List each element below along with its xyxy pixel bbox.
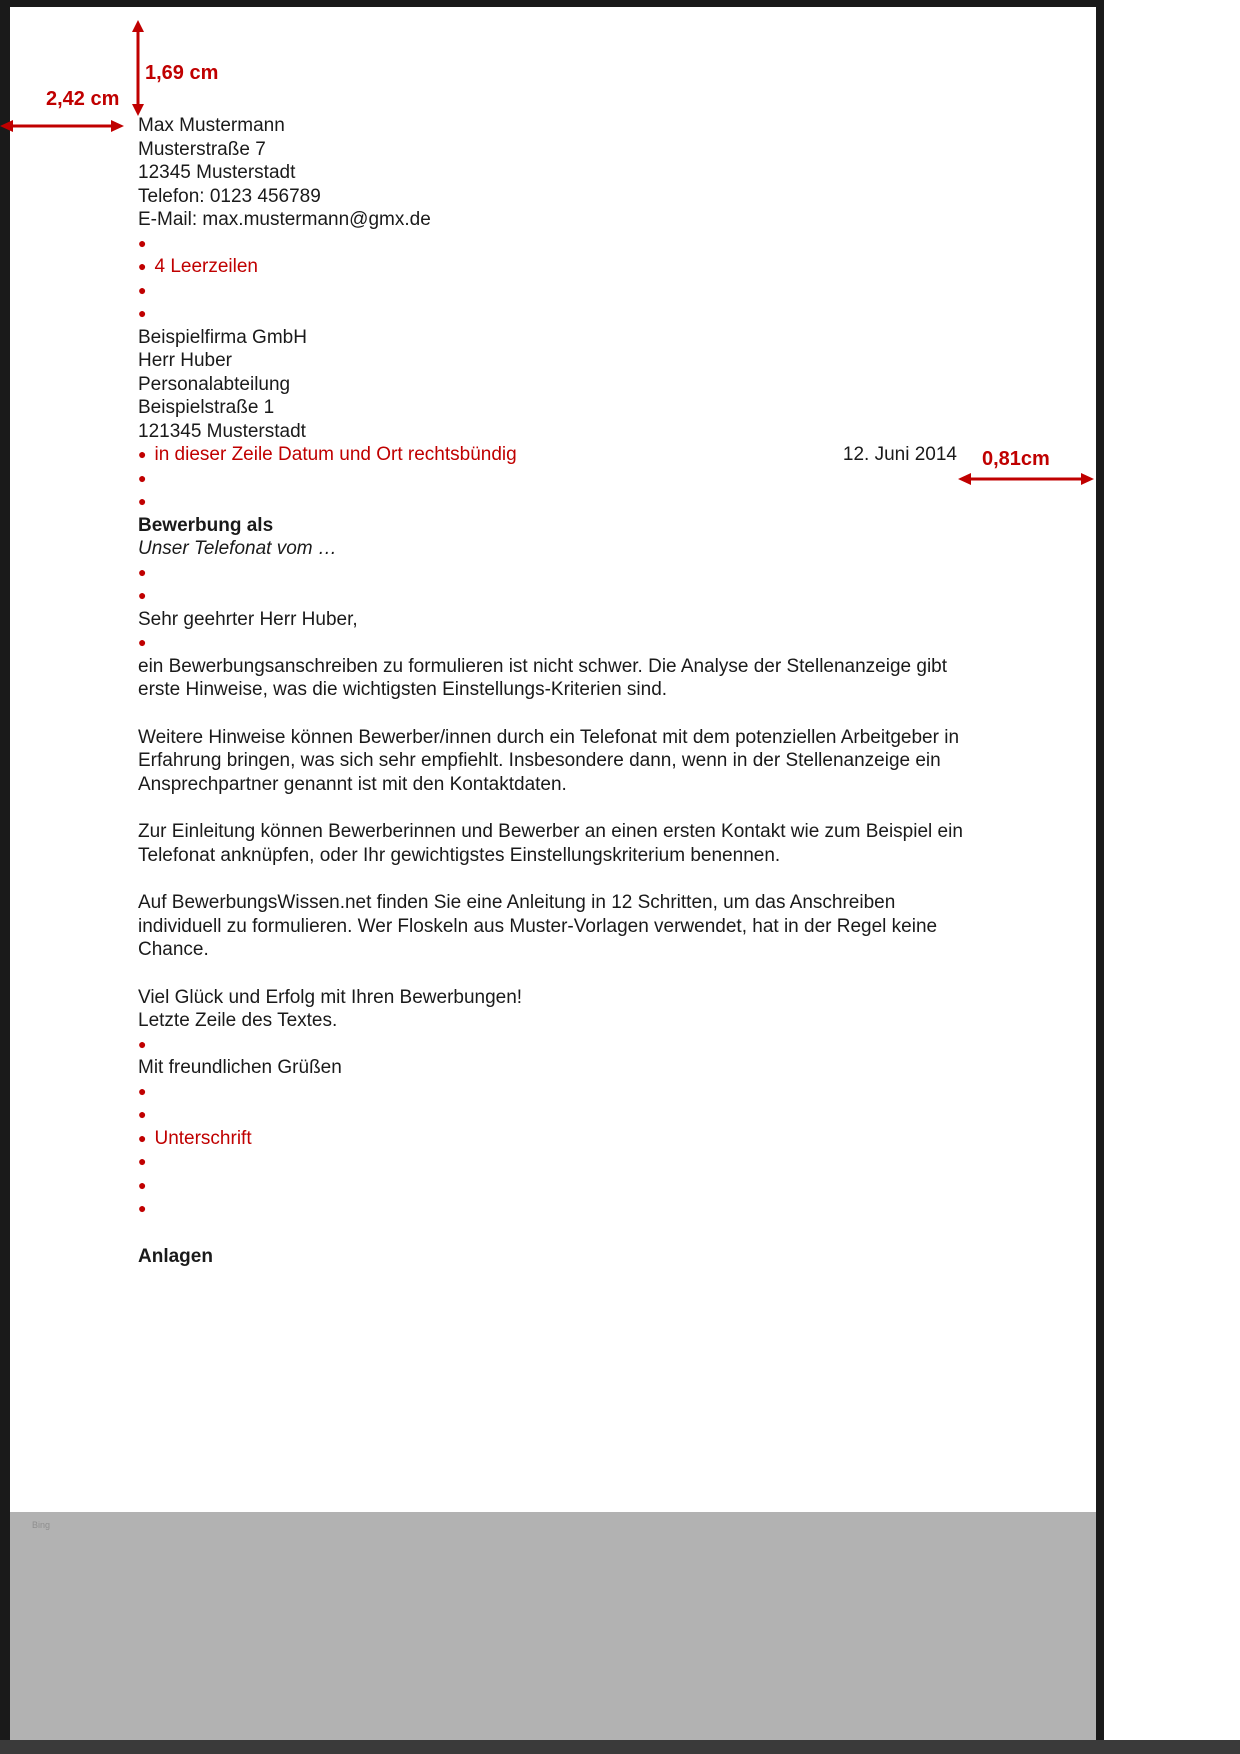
final-line: Letzte Zeile des Textes. bbox=[138, 1010, 338, 1031]
bullet-icon: ● bbox=[138, 1082, 147, 1099]
blank-line bbox=[138, 302, 973, 326]
blank-lines-note: 4 Leerzeilen bbox=[154, 256, 258, 277]
recipient-line: Personalabteilung bbox=[138, 373, 291, 395]
blank-line bbox=[138, 1197, 973, 1221]
subject-line-bold: Bewerbung als bbox=[138, 514, 274, 536]
sender-line: E-Mail: max.mustermann@gmx.de bbox=[138, 209, 431, 230]
salutation: Sehr geehrter Herr Huber, bbox=[138, 608, 358, 630]
recipient-line: Beispielfirma GmbH bbox=[138, 326, 307, 348]
bullet-icon: ● bbox=[138, 1129, 147, 1146]
farewell: Mit freundlichen Grüßen bbox=[138, 1057, 342, 1078]
footer-strip bbox=[10, 1512, 1096, 1740]
bullet-icon: ● bbox=[138, 305, 147, 321]
blank-line bbox=[138, 490, 973, 514]
letter-date: 12. Juni 2014 bbox=[842, 444, 957, 465]
bullet-icon: ● bbox=[138, 1035, 147, 1052]
body-paragraph: Auf BewerbungsWissen.net finden Sie eine Anleitung in 12 Schritten, um das Anschreiben individuell zu formulieren. Wer Floskeln aus Muster-Vorlagen verwendet, hat in der Regel keine Chance. bbox=[138, 892, 938, 960]
bullet-icon: ● bbox=[138, 469, 147, 486]
recipient-line: 121345 Musterstadt bbox=[138, 420, 306, 442]
enclosures-label: Anlagen bbox=[138, 1245, 213, 1267]
body-paragraph: ein Bewerbungsanschreiben zu formulieren ist nicht schwer. Die Analyse der Stellenanzeige gibt erste Hinweise, was die wichtigsten Einstellungs-Kriterien sind. bbox=[138, 655, 948, 700]
sender-line: Telefon: 0123 456789 bbox=[138, 185, 321, 207]
bullet-icon: ● bbox=[138, 1200, 147, 1216]
blank-lines-note-line bbox=[138, 255, 973, 279]
date-line-note: in dieser Zeile Datum und Ort rechtsbündig bbox=[154, 444, 517, 465]
body-paragraph: Zur Einleitung können Bewerberinnen und Bewerber an einen ersten Kontakt wie zum Beispiel ein Telefonat anknüpfen, oder Ihr gewichtigstes Einstellungskriterium benennen. bbox=[138, 821, 963, 866]
bullet-icon: ● bbox=[138, 1106, 147, 1122]
left-margin-arrow bbox=[0, 117, 124, 135]
bullet-icon: ● bbox=[138, 234, 147, 251]
recipient-line: Herr Huber bbox=[138, 350, 232, 371]
blank-line bbox=[138, 232, 973, 256]
blank-line bbox=[138, 1033, 973, 1057]
body-paragraph: Weitere Hinweise können Bewerber/innen durch ein Telefonat mit dem potenziellen Arbeitgeber in Erfahrung bringen, was sich sehr empfiehlt. Insbesondere dann, wenn in der Stellenanzeige ein Ansprechpartner genannt ist mit den Kontaktdaten. bbox=[138, 726, 960, 795]
blank-line bbox=[138, 1103, 973, 1127]
signature-note-line bbox=[138, 1127, 973, 1151]
right-margin-arrow bbox=[958, 470, 1094, 488]
right-margin-label: 0,81cm bbox=[982, 448, 1050, 470]
blank-line bbox=[138, 1174, 973, 1198]
blank-line bbox=[138, 1150, 973, 1174]
bullet-icon: ● bbox=[138, 281, 147, 298]
blank-line bbox=[138, 584, 973, 608]
blank-line bbox=[138, 561, 973, 585]
recipient-line: Beispielstraße 1 bbox=[138, 397, 275, 418]
blank-line bbox=[138, 1080, 973, 1104]
bottom-bar bbox=[0, 1740, 1240, 1754]
watermark: Bing bbox=[32, 1520, 51, 1530]
bullet-icon: ● bbox=[138, 1176, 147, 1193]
bullet-icon: ● bbox=[138, 446, 147, 462]
final-line: Viel Glück und Erfolg mit Ihren Bewerbungen! bbox=[138, 986, 523, 1008]
letter-content bbox=[138, 114, 973, 1268]
sender-line: Max Mustermann bbox=[138, 115, 285, 136]
bullet-icon: ● bbox=[138, 493, 147, 509]
subject-line-italic: Unser Telefonat vom … bbox=[138, 538, 337, 559]
sender-line: 12345 Musterstadt bbox=[138, 162, 296, 183]
top-margin-label: 1,69 cm bbox=[145, 62, 219, 84]
left-margin-label: 2,42 cm bbox=[46, 88, 120, 110]
bullet-icon: ● bbox=[138, 587, 147, 603]
bullet-icon: ● bbox=[138, 1153, 147, 1169]
date-line bbox=[138, 443, 973, 467]
sender-line: Musterstraße 7 bbox=[138, 138, 266, 160]
blank-line bbox=[138, 631, 973, 655]
blank-line bbox=[138, 467, 973, 491]
blank-line bbox=[138, 279, 973, 303]
bullet-icon: ● bbox=[138, 258, 147, 274]
signature-note: Unterschrift bbox=[154, 1127, 252, 1149]
bullet-icon: ● bbox=[138, 563, 147, 580]
date-line-note-wrap bbox=[138, 443, 517, 467]
bullet-icon: ● bbox=[138, 634, 147, 650]
